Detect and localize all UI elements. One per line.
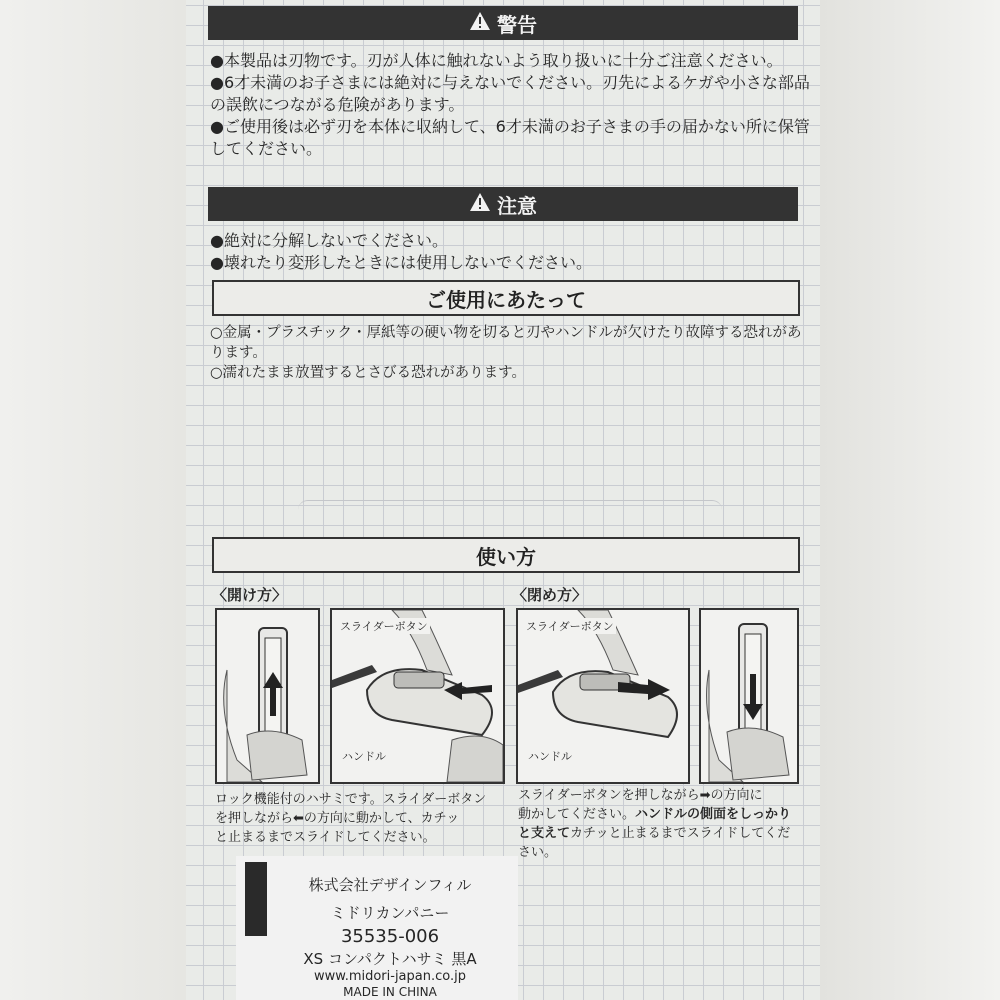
hang-tab-cutout [298,500,722,523]
caption-bold: ハンドルの側面をしっかり [635,807,792,822]
open-heading: 〈開け方〉 [212,586,288,604]
usage-notes-text [210,323,810,383]
company-division: ミドリカンパニー [330,904,450,922]
warning-item: ●本製品は刃物です。刃が人体に触れないよう取り扱いに十分ご注意ください。 [210,51,783,70]
caution-header [208,187,798,221]
caption-line: と止まるまでスライドしてください。 [215,830,436,845]
slider-button-label: スライダーボタン [526,620,614,633]
close-heading: 〈閉め方〉 [512,586,588,604]
origin-text: MADE IN CHINA [343,985,437,999]
slider-button-label: スライダーボタン [340,620,428,633]
warning-header [208,6,798,40]
left-arrow-icon: ⬅ [293,811,304,826]
close-illustration-angle [516,608,690,784]
open-caption [215,790,515,847]
caption-text: 動かしてください。 [518,807,636,822]
how-to-header [212,537,800,573]
open-illustration-angle [330,608,505,784]
caption-text: の方向に動かして、カチッ [303,811,460,826]
usage-notes-title: ご使用にあたって [426,287,586,312]
caption-line: ロック機能付のハサミです。スライダーボタン [215,792,487,807]
caption-bold: と支えて [518,826,571,841]
caption-text: スライダーボタンを押しながら [518,788,700,803]
caption-line: さい。 [518,845,558,860]
right-arrow-icon: ➡ [699,788,711,803]
caution-title: 注意 [497,193,537,218]
caution-item: ●壊れたり変形したときには使用しないでください。 [210,253,592,272]
product-name: XS コンパクトハサミ 黒A [303,950,477,968]
caution-item: ●絶対に分解しないでください。 [210,231,448,250]
company-url: www.midori-japan.co.jp [313,969,466,984]
caption-line [518,805,808,824]
warning-item: ●ご使用後は必ず刃を本体に収納して、6才未満のお子さまの手の届かない所に保管してください。 [210,117,810,158]
company-name: 株式会社デザインフィル [308,876,472,894]
handle-label: ハンドル [528,750,572,763]
right-edge [820,0,1000,1000]
caption-line [215,809,515,828]
warning-triangle-icon [469,192,491,217]
close-illustration-top [699,608,799,784]
caption-text: カチッと止まるまでスライドしてくだ [570,826,791,841]
warning-title: 警告 [497,12,537,37]
usage-note-item: ○金属・プラスチック・厚紙等の硬い物を切ると刃やハンドルが欠けたり故障する恐れがあります。 [210,325,802,361]
open-illustration-top [215,608,320,784]
caption-line [518,786,808,805]
left-edge [0,0,186,1000]
caption-text: の方向に [710,788,763,803]
usage-note-item: ○濡れたまま放置するとさびる恐れがあります。 [210,365,526,381]
caution-text [210,230,810,274]
caption-line [518,824,808,843]
warning-item: ●6才未満のお子さまには絶対に与えないでください。刃先によるケガや小さな部品の誤飲につながる危険があります。 [210,73,810,114]
barcode-bar [245,862,267,936]
how-to-title: 使い方 [476,544,536,569]
warning-text [210,50,810,160]
product-code: 35535-006 [340,926,440,947]
usage-notes-header [212,280,800,316]
close-caption [518,786,808,862]
handle-label: ハンドル [342,750,386,763]
caption-text: を押しながら [215,811,294,826]
warning-triangle-icon [469,11,491,36]
